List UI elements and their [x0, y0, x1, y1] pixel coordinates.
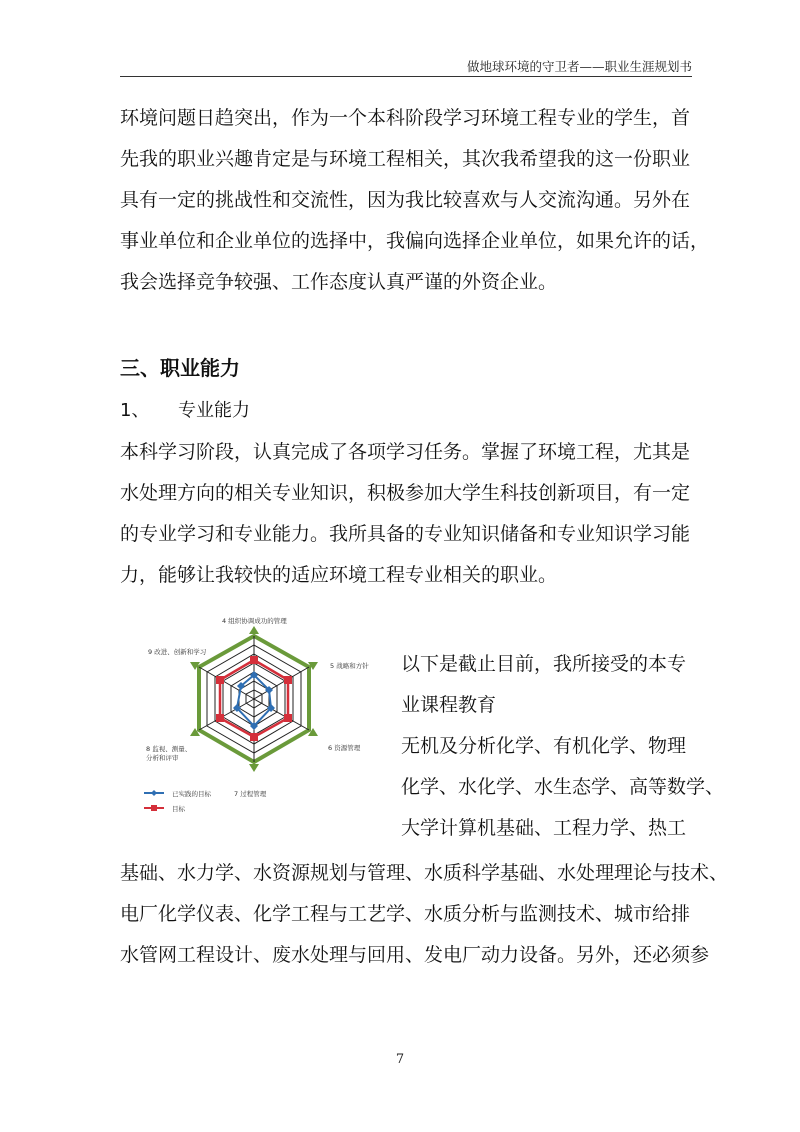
text-line: 的专业学习和专业能力。我所具备的专业知识储备和专业知识学习能: [120, 523, 691, 545]
axis-label-upper-right: 5 战略和方针: [330, 662, 369, 670]
text-line: 基础、水力学、水资源规划与管理、水质科学基础、水处理理论与技术、: [120, 862, 729, 884]
text-line: 化学、水化学、水生态学、高等数学、: [401, 776, 725, 798]
side-text: [401, 644, 725, 849]
radar-grid: [190, 626, 318, 772]
ability-paragraph: [120, 432, 695, 596]
legend-achieved: 已实践的目标: [172, 790, 211, 798]
section-heading: 三、职业能力: [120, 356, 240, 380]
axis-label-top: 4 组织协调成功的管理: [222, 617, 287, 625]
text-line: 电厂化学仪表、化学工程与工艺学、水质分析与监测技术、城市给排: [120, 903, 691, 925]
axis-label-lower-right: 6 资源管理: [328, 744, 361, 752]
axis-label-upper-left: 9 改进、创新和学习: [148, 648, 207, 656]
text-line: 以下是截止目前，我所接受的本专: [401, 653, 687, 675]
axis-label-lower-left-2: 分析和评审: [146, 754, 179, 762]
text-line: 水处理方向的相关专业知识，积极参加大学生科技创新项目，有一定: [120, 482, 691, 504]
header-rule: [120, 76, 692, 77]
text-line: 先我的职业兴趣肯定是与环境工程相关，其次我希望我的这一份职业: [120, 148, 691, 170]
text-line: 业课程教育: [401, 694, 497, 716]
text-line: 具有一定的挑战性和交流性，因为我比较喜欢与人交流沟通。另外在: [120, 189, 691, 211]
running-header: 做地球环境的守卫者——职业生涯规划书: [466, 59, 692, 74]
page-number: 7: [395, 1052, 405, 1067]
text-line: 事业单位和企业单位的选择中，我偏向选择企业单位，如果允许的话，: [120, 230, 710, 252]
axis-label-lower-left-1: 8 监视、测量、: [146, 745, 192, 753]
text-line: 本科学习阶段，认真完成了各项学习任务。掌握了环境工程，尤其是: [120, 441, 691, 463]
intro-paragraph: [120, 98, 710, 303]
radar-legend: [144, 789, 212, 813]
text-line: 环境问题日趋突出，作为一个本科阶段学习环境工程专业的学生，首: [120, 107, 691, 129]
text-line: 力，能够让我较快的适应环境工程专业相关的职业。: [120, 564, 558, 586]
legend-target: 目标: [172, 805, 185, 813]
axis-label-bottom: 7 过程管理: [234, 790, 267, 798]
text-line: 我会选择竞争较强、工作态度认真严谨的外资企业。: [120, 271, 558, 293]
radar-figure: [140, 610, 390, 825]
subsection-title: 专业能力: [178, 400, 250, 421]
text-line: 大学计算机基础、工程力学、热工: [401, 817, 687, 839]
continuation-paragraph: [120, 853, 729, 976]
text-line: 无机及分析化学、有机化学、物理: [401, 735, 687, 757]
text-line: 水管网工程设计、废水处理与回用、发电厂动力设备。另外，还必须参: [120, 944, 710, 966]
subsection-number: 1、: [120, 400, 150, 421]
subsection-heading: [120, 396, 250, 426]
